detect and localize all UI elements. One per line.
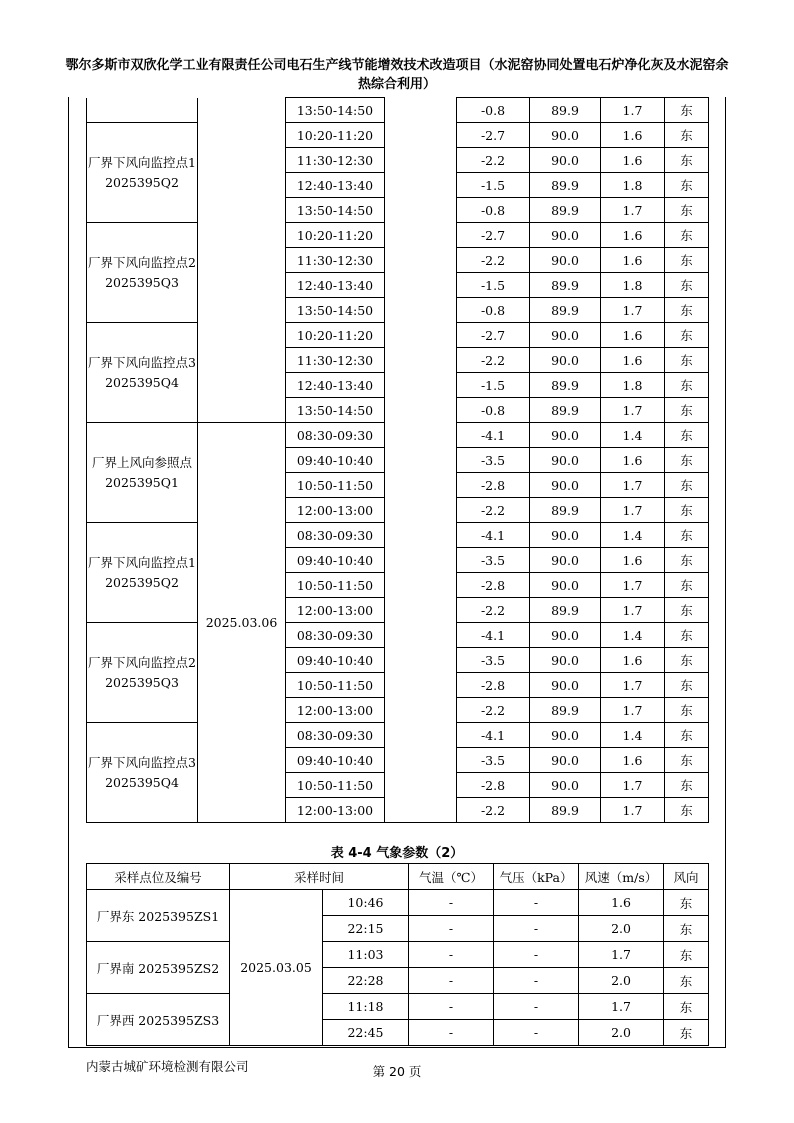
- value-cell: 90.0: [530, 473, 601, 498]
- value-cell: 90.0: [530, 773, 601, 798]
- value-cell: 1.7: [601, 98, 665, 123]
- value-cell: 东: [665, 773, 709, 798]
- value-cell: 90.0: [530, 123, 601, 148]
- value-cell: 1.7: [601, 198, 665, 223]
- value-cell: 1.7: [579, 942, 664, 968]
- value-cell: 东: [665, 398, 709, 423]
- value-cell: 东: [665, 423, 709, 448]
- bottom-rule: [68, 1047, 726, 1048]
- value-cell: 东: [665, 648, 709, 673]
- header-cell: 气压（kPa）: [494, 864, 579, 890]
- time-cell: 11:30-12:30: [286, 348, 385, 373]
- value-cell: -0.8: [457, 198, 530, 223]
- value-cell: 东: [664, 942, 709, 968]
- value-cell: 东: [665, 498, 709, 523]
- value-cell: 1.7: [601, 798, 665, 823]
- value-cell: 90.0: [530, 723, 601, 748]
- value-cell: 90.0: [530, 323, 601, 348]
- value-cell: 东: [665, 573, 709, 598]
- value-cell: -2.2: [457, 348, 530, 373]
- value-cell: 90.0: [530, 523, 601, 548]
- date-cell-blank: [198, 98, 286, 423]
- value-cell: 89.9: [530, 273, 601, 298]
- value-cell: -3.5: [457, 548, 530, 573]
- time-cell: 12:00-13:00: [286, 798, 385, 823]
- value-cell: -3.5: [457, 448, 530, 473]
- value-cell: 1.6: [601, 548, 665, 573]
- footer-page-number: 第 20 页: [372, 1064, 422, 1079]
- value-cell: -2.8: [457, 573, 530, 598]
- time-cell: 10:50-11:50: [286, 573, 385, 598]
- time-cell: 13:50-14:50: [286, 198, 385, 223]
- time-cell: 10:20-11:20: [286, 123, 385, 148]
- value-cell: 89.9: [530, 373, 601, 398]
- sampling-point-cell: 厂界下风向监控点2 2025395Q3: [87, 223, 198, 323]
- value-cell: 1.7: [601, 473, 665, 498]
- value-cell: 90.0: [530, 573, 601, 598]
- sampling-point-cell: 厂界西 2025395ZS3: [87, 994, 230, 1046]
- value-cell: 90.0: [530, 673, 601, 698]
- value-cell: 1.7: [601, 698, 665, 723]
- value-cell: 东: [665, 148, 709, 173]
- value-cell: 1.8: [601, 373, 665, 398]
- value-cell: 东: [665, 548, 709, 573]
- value-cell: 22:45: [323, 1020, 409, 1046]
- date-cell: 2025.03.06: [198, 423, 286, 823]
- time-cell: 08:30-09:30: [286, 423, 385, 448]
- sampling-point-cell: 厂界上风向参照点 2025395Q1: [87, 423, 198, 523]
- table-row: [87, 994, 709, 1020]
- value-cell: -4.1: [457, 623, 530, 648]
- value-cell: 90.0: [530, 423, 601, 448]
- value-cell: -2.2: [457, 798, 530, 823]
- value-cell: 东: [665, 173, 709, 198]
- value-cell: 东: [665, 448, 709, 473]
- value-cell: -: [409, 890, 494, 916]
- time-cell: 12:40-13:40: [286, 373, 385, 398]
- value-cell: 1.6: [601, 323, 665, 348]
- value-cell: 1.8: [601, 173, 665, 198]
- value-cell: 89.9: [530, 698, 601, 723]
- date-cell: 2025.03.05: [230, 890, 323, 1046]
- time-cell: 13:50-14:50: [286, 398, 385, 423]
- table-header-row: [87, 864, 709, 890]
- value-cell: -2.7: [457, 223, 530, 248]
- value-cell: 2.0: [579, 1020, 664, 1046]
- value-cell: 1.4: [601, 623, 665, 648]
- value-cell: 1.7: [601, 573, 665, 598]
- table-row: [87, 98, 709, 123]
- value-cell: -3.5: [457, 648, 530, 673]
- time-cell: 09:40-10:40: [286, 648, 385, 673]
- value-cell: 东: [664, 890, 709, 916]
- value-cell: 东: [665, 123, 709, 148]
- value-cell: -0.8: [457, 98, 530, 123]
- value-cell: 1.7: [601, 398, 665, 423]
- time-cell: 13:50-14:50: [286, 98, 385, 123]
- value-cell: 东: [665, 298, 709, 323]
- value-cell: 90.0: [530, 548, 601, 573]
- value-cell: 90.0: [530, 648, 601, 673]
- value-cell: 东: [665, 698, 709, 723]
- time-cell: 13:50-14:50: [286, 298, 385, 323]
- value-cell: 1.6: [601, 123, 665, 148]
- header-cell: 采样点位及编号: [87, 864, 230, 890]
- value-cell: -1.5: [457, 373, 530, 398]
- value-cell: -2.8: [457, 473, 530, 498]
- value-cell: -: [494, 942, 579, 968]
- value-cell: 2.0: [579, 968, 664, 994]
- header-cell: 风向: [664, 864, 709, 890]
- value-cell: 东: [665, 373, 709, 398]
- value-cell: -2.2: [457, 498, 530, 523]
- value-cell: 90.0: [530, 223, 601, 248]
- value-cell: -: [494, 1020, 579, 1046]
- value-cell: 89.9: [530, 798, 601, 823]
- value-cell: 1.7: [579, 994, 664, 1020]
- value-cell: 90.0: [530, 348, 601, 373]
- sampling-point-cell: [87, 98, 198, 123]
- value-cell: 22:15: [323, 916, 409, 942]
- table-row: [87, 942, 709, 968]
- value-cell: 1.7: [601, 498, 665, 523]
- header-cell: 风速（m/s）: [579, 864, 664, 890]
- time-cell: 11:30-12:30: [286, 248, 385, 273]
- value-cell: -: [409, 994, 494, 1020]
- value-cell: 1.6: [601, 648, 665, 673]
- value-cell: 90.0: [530, 623, 601, 648]
- value-cell: 1.4: [601, 723, 665, 748]
- value-cell: 10:46: [323, 890, 409, 916]
- value-cell: 东: [665, 248, 709, 273]
- value-cell: 东: [665, 748, 709, 773]
- value-cell: 1.7: [601, 773, 665, 798]
- value-cell: 东: [665, 223, 709, 248]
- value-cell: 东: [664, 968, 709, 994]
- value-cell: 东: [664, 994, 709, 1020]
- value-cell: -2.8: [457, 773, 530, 798]
- weather-table-continued: [86, 97, 709, 823]
- value-cell: -1.5: [457, 173, 530, 198]
- value-cell: -4.1: [457, 723, 530, 748]
- value-cell: 1.6: [601, 148, 665, 173]
- value-cell: 东: [665, 348, 709, 373]
- value-cell: -: [409, 942, 494, 968]
- page-header-title: 鄂尔多斯市双欣化学工业有限责任公司电石生产线节能增效技术改造项目（水泥窑协同处置电石炉净化灰及水泥窑余热综合利用）: [65, 58, 729, 92]
- value-cell: 89.9: [530, 98, 601, 123]
- value-cell: 1.6: [601, 223, 665, 248]
- value-cell: -: [409, 968, 494, 994]
- value-cell: 89.9: [530, 173, 601, 198]
- sampling-point-cell: 厂界南 2025395ZS2: [87, 942, 230, 994]
- value-cell: 1.6: [601, 248, 665, 273]
- time-cell: 08:30-09:30: [286, 523, 385, 548]
- value-cell: 东: [665, 198, 709, 223]
- time-cell: 10:20-11:20: [286, 223, 385, 248]
- value-cell: 89.9: [530, 498, 601, 523]
- value-cell: 东: [665, 473, 709, 498]
- value-cell: 1.4: [601, 523, 665, 548]
- value-cell: 东: [665, 623, 709, 648]
- value-cell: 1.6: [601, 748, 665, 773]
- time-cell: 09:40-10:40: [286, 748, 385, 773]
- sampling-point-cell: 厂界下风向监控点1 2025395Q2: [87, 523, 198, 623]
- time-cell: 08:30-09:30: [286, 623, 385, 648]
- header-cell: 采样时间: [230, 864, 409, 890]
- blank-cell: [385, 98, 457, 823]
- value-cell: -: [409, 916, 494, 942]
- value-cell: 89.9: [530, 298, 601, 323]
- time-cell: 12:00-13:00: [286, 598, 385, 623]
- sampling-point-cell: 厂界下风向监控点1 2025395Q2: [87, 123, 198, 223]
- value-cell: -4.1: [457, 523, 530, 548]
- value-cell: 1.7: [601, 598, 665, 623]
- value-cell: 东: [665, 523, 709, 548]
- value-cell: 东: [665, 323, 709, 348]
- value-cell: -3.5: [457, 748, 530, 773]
- value-cell: 东: [664, 1020, 709, 1046]
- value-cell: -1.5: [457, 273, 530, 298]
- value-cell: 1.6: [601, 348, 665, 373]
- time-cell: 12:40-13:40: [286, 173, 385, 198]
- table-row: [87, 890, 709, 916]
- sampling-point-cell: 厂界东 2025395ZS1: [87, 890, 230, 942]
- value-cell: 东: [665, 98, 709, 123]
- value-cell: 东: [665, 598, 709, 623]
- time-cell: 11:30-12:30: [286, 148, 385, 173]
- value-cell: -: [494, 916, 579, 942]
- value-cell: 90.0: [530, 148, 601, 173]
- weather-table-2: [86, 863, 709, 1046]
- time-cell: 10:20-11:20: [286, 323, 385, 348]
- value-cell: 90.0: [530, 448, 601, 473]
- value-cell: -2.2: [457, 148, 530, 173]
- value-cell: 1.7: [601, 673, 665, 698]
- value-cell: -0.8: [457, 398, 530, 423]
- value-cell: -2.2: [457, 698, 530, 723]
- value-cell: -2.7: [457, 123, 530, 148]
- value-cell: -4.1: [457, 423, 530, 448]
- time-cell: 12:00-13:00: [286, 498, 385, 523]
- time-cell: 12:00-13:00: [286, 698, 385, 723]
- value-cell: -: [409, 1020, 494, 1046]
- sampling-point-cell: 厂界下风向监控点2 2025395Q3: [87, 623, 198, 723]
- table-caption: 表 4-4 气象参数（2）: [330, 846, 464, 861]
- value-cell: 90.0: [530, 248, 601, 273]
- value-cell: 东: [665, 673, 709, 698]
- value-cell: 东: [664, 916, 709, 942]
- time-cell: 08:30-09:30: [286, 723, 385, 748]
- time-cell: 09:40-10:40: [286, 448, 385, 473]
- value-cell: 89.9: [530, 198, 601, 223]
- value-cell: 90.0: [530, 748, 601, 773]
- time-cell: 09:40-10:40: [286, 548, 385, 573]
- time-cell: 10:50-11:50: [286, 773, 385, 798]
- value-cell: -: [494, 968, 579, 994]
- value-cell: -: [494, 890, 579, 916]
- time-cell: 10:50-11:50: [286, 673, 385, 698]
- value-cell: 1.6: [601, 448, 665, 473]
- value-cell: -2.2: [457, 248, 530, 273]
- sampling-point-cell: 厂界下风向监控点3 2025395Q4: [87, 323, 198, 423]
- header-cell: 气温（℃）: [409, 864, 494, 890]
- value-cell: -2.2: [457, 598, 530, 623]
- value-cell: -: [494, 994, 579, 1020]
- time-cell: 12:40-13:40: [286, 273, 385, 298]
- value-cell: -0.8: [457, 298, 530, 323]
- value-cell: 东: [665, 723, 709, 748]
- value-cell: 11:18: [323, 994, 409, 1020]
- value-cell: 89.9: [530, 598, 601, 623]
- value-cell: -2.8: [457, 673, 530, 698]
- value-cell: 东: [665, 273, 709, 298]
- value-cell: 东: [665, 798, 709, 823]
- value-cell: 11:03: [323, 942, 409, 968]
- value-cell: 2.0: [579, 916, 664, 942]
- value-cell: 1.4: [601, 423, 665, 448]
- value-cell: 22:28: [323, 968, 409, 994]
- footer-company: 内蒙古城矿环境检测有限公司: [86, 1059, 249, 1074]
- value-cell: 1.7: [601, 298, 665, 323]
- value-cell: 1.6: [579, 890, 664, 916]
- value-cell: -2.7: [457, 323, 530, 348]
- time-cell: 10:50-11:50: [286, 473, 385, 498]
- value-cell: 89.9: [530, 398, 601, 423]
- value-cell: 1.8: [601, 273, 665, 298]
- sampling-point-cell: 厂界下风向监控点3 2025395Q4: [87, 723, 198, 823]
